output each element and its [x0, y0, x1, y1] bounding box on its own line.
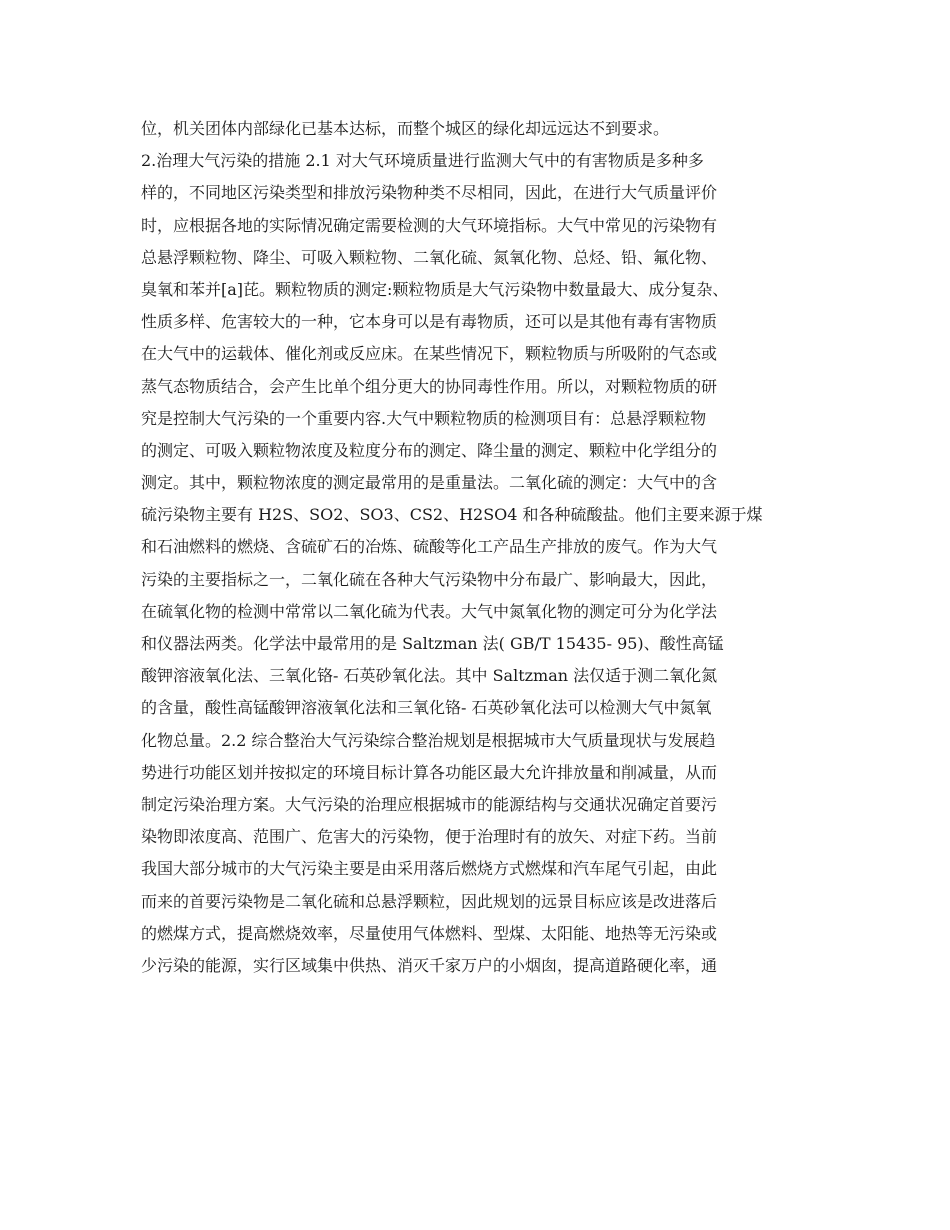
text-line: 时，应根据各地的实际情况确定需要检测的大气环境指标。大气中常见的污染物有 [141, 215, 718, 235]
text-line: 位，机关团体内部绿化已基本达标，而整个城区的绿化却远远达不到要求。 [141, 119, 670, 138]
text-line: 究是控制大气污染的一个重要内容.大气中颗粒物质的检测项目有：总悬浮颗粒物 [141, 408, 707, 428]
text-line: 臭氧和苯并[a]芘。颗粒物质的测定:颗粒物质是大气污染物中数量最大、成分复杂、 [141, 279, 729, 299]
text-line: 染物即浓度高、范围广、危害大的污染物，便于治理时有的放矢、对症下药。当前 [141, 827, 718, 847]
text-line: 2.治理大气污染的措施 2.1 对大气环境质量进行监测大气中的有害物质是多种多 [141, 151, 704, 171]
text-line: 测定。其中，颗粒物浓度的测定最常用的是重量法。二氧化硫的测定：大气中的含 [141, 473, 718, 493]
text-line: 和石油燃料的燃烧、含硫矿石的冶炼、硫酸等化工产品生产排放的废气。作为大气 [141, 537, 718, 557]
text-line: 我国大部分城市的大气污染主要是由采用落后燃烧方式燃煤和汽车尾气引起，由此 [141, 859, 718, 879]
text-line: 和仪器法两类。化学法中最常用的是 Saltzman 法( GB/T 15435- 95)、酸性高锰 [141, 634, 724, 653]
text-line: 性质多样、危害较大的一种，它本身可以是有毒物质，还可以是其他有毒有害物质 [141, 312, 718, 332]
text-line: 化物总量。2.2 综合整治大气污染综合整治规划是根据城市大气质量现状与发展趋 [141, 730, 716, 750]
text-line: 制定污染治理方案。大气污染的治理应根据城市的能源结构与交通状况确定首要污 [141, 794, 718, 814]
text-line: 的测定、可吸入颗粒物浓度及粒度分布的测定、降尘量的测定、颗粒中化学组分的 [141, 440, 718, 460]
text-line: 的燃煤方式，提高燃烧效率，尽量使用气体燃料、型煤、太阳能、地热等无污染或 [141, 923, 718, 943]
text-line: 在大气中的运载体、催化剂或反应床。在某些情况下，颗粒物质与所吸附的气态或 [141, 344, 718, 364]
text-line: 在硫氧化物的检测中常常以二氧化硫为代表。大气中氮氧化物的测定可分为化学法 [141, 601, 718, 621]
text-line: 样的，不同地区污染类型和排放污染物种类不尽相同，因此，在进行大气质量评价 [141, 183, 718, 203]
text-line: 势进行功能区划并按拟定的环境目标计算各功能区最大允许排放量和削减量，从而 [141, 762, 718, 782]
text-line: 而来的首要污染物是二氧化硫和总悬浮颗粒，因此规划的远景目标应该是改进落后 [141, 891, 718, 911]
text-line: 蒸气态物质结合，会产生比单个组分更大的协同毒性作用。所以，对颗粒物质的研 [141, 376, 718, 396]
text-line: 酸钾溶液氧化法、三氧化铬- 石英砂氧化法。其中 Saltzman 法仅适于测二氧化氮 [141, 666, 718, 686]
body-text [141, 113, 821, 982]
text-line: 总悬浮颗粒物、降尘、可吸入颗粒物、二氧化硫、氮氧化物、总烃、铅、氟化物、 [141, 247, 718, 267]
text-line: 污染的主要指标之一，二氧化硫在各种大气污染物中分布最广、影响最大，因此， [141, 569, 718, 589]
text-line: 硫污染物主要有 H2S、SO2、SO3、CS2、H2SO4 和各种硫酸盐。他们主要来源于煤 [141, 505, 763, 525]
text-line: 少污染的能源，实行区域集中供热、消灭千家万户的小烟囱，提高道路硬化率，通 [141, 955, 718, 975]
text-line: 的含量，酸性高锰酸钾溶液氧化法和三氧化铬- 石英砂氧化法可以检测大气中氮氧 [141, 698, 712, 718]
